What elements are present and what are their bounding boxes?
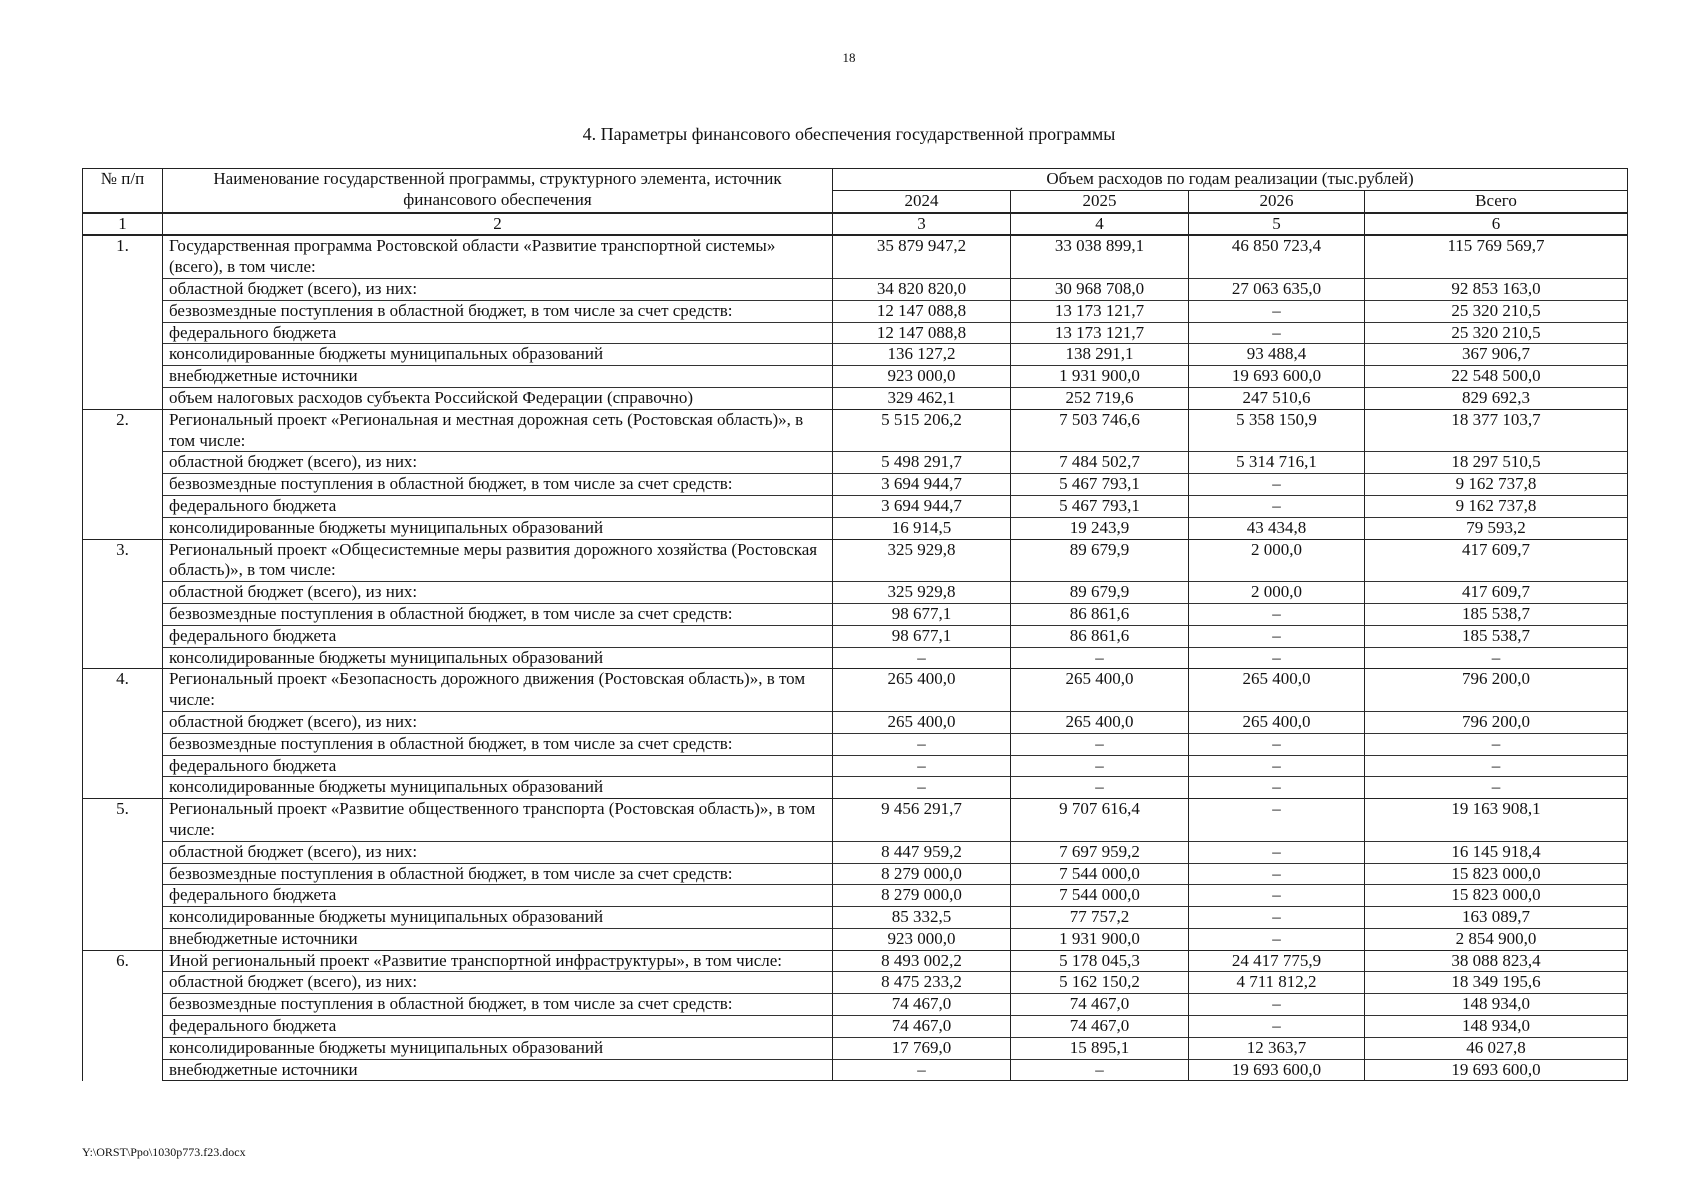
value-cell: 13 173 121,7 [1011, 300, 1189, 322]
row-name: федерального бюджета [163, 755, 833, 777]
row-number: 3. [83, 539, 163, 669]
row-name: безвозмездные поступления в областной бюджет, в том числе за счет средств: [163, 863, 833, 885]
value-cell: 27 063 635,0 [1189, 278, 1365, 300]
value-cell: – [1011, 647, 1189, 669]
value-cell: – [1189, 863, 1365, 885]
row-name: Иной региональный проект «Развитие транспортной инфраструктуры», в том числе: [163, 950, 833, 972]
value-cell: 74 467,0 [1011, 994, 1189, 1016]
value-cell: 5 498 291,7 [833, 452, 1011, 474]
value-cell: 138 291,1 [1011, 344, 1189, 366]
total-cell: 19 163 908,1 [1365, 799, 1628, 842]
table-row [83, 994, 1628, 1016]
value-cell: 5 162 150,2 [1011, 972, 1189, 994]
row-name: внебюджетные источники [163, 366, 833, 388]
total-cell: 92 853 163,0 [1365, 278, 1628, 300]
value-cell: 5 178 045,3 [1011, 950, 1189, 972]
value-cell: – [833, 755, 1011, 777]
total-cell: 796 200,0 [1365, 669, 1628, 712]
value-cell: 12 147 088,8 [833, 322, 1011, 344]
row-name: областной бюджет (всего), из них: [163, 972, 833, 994]
value-cell: – [1189, 733, 1365, 755]
value-cell: 15 895,1 [1011, 1037, 1189, 1059]
row-name: консолидированные бюджеты муниципальных образований [163, 777, 833, 799]
value-cell: 5 515 206,2 [833, 409, 1011, 452]
row-name: консолидированные бюджеты муниципальных образований [163, 907, 833, 929]
row-name: федерального бюджета [163, 495, 833, 517]
section-row [83, 539, 1628, 582]
value-cell: 923 000,0 [833, 366, 1011, 388]
table-row [83, 517, 1628, 539]
index-cell: 1 [83, 213, 163, 236]
value-cell: 265 400,0 [833, 711, 1011, 733]
value-cell: 19 693 600,0 [1189, 1059, 1365, 1081]
value-cell: 8 279 000,0 [833, 885, 1011, 907]
value-cell: 3 694 944,7 [833, 495, 1011, 517]
row-name: консолидированные бюджеты муниципальных образований [163, 517, 833, 539]
index-cell: 6 [1365, 213, 1628, 236]
table-row [83, 928, 1628, 950]
value-cell: 86 861,6 [1011, 625, 1189, 647]
value-cell: 89 679,9 [1011, 539, 1189, 582]
value-cell: 9 456 291,7 [833, 799, 1011, 842]
total-cell: 18 349 195,6 [1365, 972, 1628, 994]
value-cell: – [1189, 799, 1365, 842]
value-cell: 17 769,0 [833, 1037, 1011, 1059]
value-cell: – [1189, 928, 1365, 950]
page-number: 18 [842, 50, 856, 65]
value-cell: – [1011, 733, 1189, 755]
value-cell: 3 694 944,7 [833, 474, 1011, 496]
value-cell: 74 467,0 [833, 994, 1011, 1016]
table-body [83, 235, 1628, 1081]
total-cell: 148 934,0 [1365, 994, 1628, 1016]
total-cell: 46 027,8 [1365, 1037, 1628, 1059]
table-row [83, 452, 1628, 474]
value-cell: – [833, 1059, 1011, 1081]
index-cell: 5 [1189, 213, 1365, 236]
value-cell: 30 968 708,0 [1011, 278, 1189, 300]
header-number: № п/п [83, 169, 163, 213]
value-cell: 325 929,8 [833, 582, 1011, 604]
index-cell: 3 [833, 213, 1011, 236]
total-cell: 38 088 823,4 [1365, 950, 1628, 972]
value-cell: 12 147 088,8 [833, 300, 1011, 322]
table-row [83, 863, 1628, 885]
row-name: объем налоговых расходов субъекта Российской Федерации (справочно) [163, 387, 833, 409]
value-cell: 1 931 900,0 [1011, 928, 1189, 950]
value-cell: – [1189, 994, 1365, 1016]
table-row [83, 711, 1628, 733]
table-row [83, 885, 1628, 907]
row-name: консолидированные бюджеты муниципальных образований [163, 1037, 833, 1059]
value-cell: 2 000,0 [1189, 539, 1365, 582]
total-cell: – [1365, 733, 1628, 755]
row-name: Государственная программа Ростовской области «Развитие транспортной системы» (всего), в том числе: [163, 235, 833, 278]
section-row [83, 409, 1628, 452]
value-cell: 19 243,9 [1011, 517, 1189, 539]
total-cell: 15 823 000,0 [1365, 863, 1628, 885]
row-number: 1. [83, 235, 163, 409]
value-cell: 98 677,1 [833, 603, 1011, 625]
value-cell: – [1011, 1059, 1189, 1081]
value-cell: – [1189, 474, 1365, 496]
value-cell: 1 931 900,0 [1011, 366, 1189, 388]
value-cell: – [833, 647, 1011, 669]
financing-table [82, 168, 1628, 1081]
value-cell: 34 820 820,0 [833, 278, 1011, 300]
value-cell: 8 279 000,0 [833, 863, 1011, 885]
value-cell: 8 493 002,2 [833, 950, 1011, 972]
total-cell: 148 934,0 [1365, 1016, 1628, 1038]
table-row [83, 972, 1628, 994]
table-row [83, 647, 1628, 669]
table-row [83, 300, 1628, 322]
value-cell: 252 719,6 [1011, 387, 1189, 409]
row-name: внебюджетные источники [163, 928, 833, 950]
row-name: областной бюджет (всего), из них: [163, 841, 833, 863]
total-cell: 25 320 210,5 [1365, 300, 1628, 322]
value-cell: 265 400,0 [1011, 711, 1189, 733]
value-cell: 16 914,5 [833, 517, 1011, 539]
table-row [83, 841, 1628, 863]
value-cell: 12 363,7 [1189, 1037, 1365, 1059]
value-cell: 7 544 000,0 [1011, 863, 1189, 885]
value-cell: 13 173 121,7 [1011, 322, 1189, 344]
value-cell: 265 400,0 [1011, 669, 1189, 712]
total-cell: 16 145 918,4 [1365, 841, 1628, 863]
row-name: Региональный проект «Безопасность дорожного движения (Ростовская область)», в том числе: [163, 669, 833, 712]
total-cell: 115 769 569,7 [1365, 235, 1628, 278]
value-cell: 7 544 000,0 [1011, 885, 1189, 907]
value-cell: – [1189, 777, 1365, 799]
row-name: безвозмездные поступления в областной бюджет, в том числе за счет средств: [163, 474, 833, 496]
row-name: федерального бюджета [163, 625, 833, 647]
index-cell: 4 [1011, 213, 1189, 236]
row-name: областной бюджет (всего), из них: [163, 278, 833, 300]
header-year-2026: 2026 [1189, 190, 1365, 212]
value-cell: 19 693 600,0 [1189, 366, 1365, 388]
section-row [83, 669, 1628, 712]
row-name: областной бюджет (всего), из них: [163, 711, 833, 733]
row-number: 6. [83, 950, 163, 1081]
total-cell: 25 320 210,5 [1365, 322, 1628, 344]
total-cell: – [1365, 647, 1628, 669]
row-name: федерального бюджета [163, 885, 833, 907]
row-name: консолидированные бюджеты муниципальных образований [163, 647, 833, 669]
value-cell: 98 677,1 [833, 625, 1011, 647]
total-cell: 829 692,3 [1365, 387, 1628, 409]
value-cell: – [1189, 647, 1365, 669]
header-name: Наименование государственной программы, структурного элемента, источник финансового обеспечения [163, 169, 833, 213]
value-cell: 136 127,2 [833, 344, 1011, 366]
table-row [83, 625, 1628, 647]
value-cell: 9 707 616,4 [1011, 799, 1189, 842]
total-cell: 367 906,7 [1365, 344, 1628, 366]
value-cell: 5 358 150,9 [1189, 409, 1365, 452]
row-name: областной бюджет (всего), из них: [163, 582, 833, 604]
table-row [83, 344, 1628, 366]
total-cell: – [1365, 777, 1628, 799]
section-row [83, 799, 1628, 842]
value-cell: 325 929,8 [833, 539, 1011, 582]
value-cell: 43 434,8 [1189, 517, 1365, 539]
total-cell: 2 854 900,0 [1365, 928, 1628, 950]
total-cell: 185 538,7 [1365, 603, 1628, 625]
table-row [83, 387, 1628, 409]
value-cell: 7 484 502,7 [1011, 452, 1189, 474]
value-cell: 85 332,5 [833, 907, 1011, 929]
row-name: безвозмездные поступления в областной бюджет, в том числе за счет средств: [163, 733, 833, 755]
header-year-2025: 2025 [1011, 190, 1189, 212]
value-cell: – [1189, 625, 1365, 647]
value-cell: 329 462,1 [833, 387, 1011, 409]
value-cell: 24 417 775,9 [1189, 950, 1365, 972]
table-row [83, 322, 1628, 344]
total-cell: 79 593,2 [1365, 517, 1628, 539]
table-row [83, 603, 1628, 625]
table-row [83, 1059, 1628, 1081]
total-cell: 22 548 500,0 [1365, 366, 1628, 388]
table-row [83, 366, 1628, 388]
value-cell: 265 400,0 [833, 669, 1011, 712]
value-cell: – [1189, 495, 1365, 517]
value-cell: 7 697 959,2 [1011, 841, 1189, 863]
value-cell: – [1189, 1016, 1365, 1038]
value-cell: 265 400,0 [1189, 669, 1365, 712]
total-cell: 417 609,7 [1365, 539, 1628, 582]
header-total: Всего [1365, 190, 1628, 212]
value-cell: – [1189, 907, 1365, 929]
value-cell: – [833, 733, 1011, 755]
value-cell: – [1189, 322, 1365, 344]
index-cell: 2 [163, 213, 833, 236]
value-cell: 7 503 746,6 [1011, 409, 1189, 452]
total-cell: 163 089,7 [1365, 907, 1628, 929]
file-path-footer: Y:\ORST\Ppo\1030p773.f23.docx [82, 1145, 246, 1159]
page-title: 4. Параметры финансового обеспечения государственной программы [582, 124, 1116, 144]
value-cell: – [833, 777, 1011, 799]
row-name: Региональный проект «Развитие общественного транспорта (Ростовская область)», в том числе: [163, 799, 833, 842]
row-name: безвозмездные поступления в областной бюджет, в том числе за счет средств: [163, 603, 833, 625]
section-row [83, 950, 1628, 972]
value-cell: 923 000,0 [833, 928, 1011, 950]
row-name: федерального бюджета [163, 322, 833, 344]
value-cell: 8 447 959,2 [833, 841, 1011, 863]
header-year-2024: 2024 [833, 190, 1011, 212]
total-cell: 9 162 737,8 [1365, 474, 1628, 496]
row-name: Региональный проект «Общесистемные меры развития дорожного хозяйства (Ростовская область)», в том числе: [163, 539, 833, 582]
value-cell: 74 467,0 [1011, 1016, 1189, 1038]
value-cell: – [1189, 300, 1365, 322]
row-name: федерального бюджета [163, 1016, 833, 1038]
table-row [83, 495, 1628, 517]
row-name: внебюджетные источники [163, 1059, 833, 1081]
value-cell: – [1011, 777, 1189, 799]
value-cell: 77 757,2 [1011, 907, 1189, 929]
table-row [83, 777, 1628, 799]
value-cell: – [1189, 603, 1365, 625]
value-cell: 4 711 812,2 [1189, 972, 1365, 994]
value-cell: 93 488,4 [1189, 344, 1365, 366]
total-cell: 15 823 000,0 [1365, 885, 1628, 907]
row-name: Региональный проект «Региональная и местная дорожная сеть (Ростовская область)», в том числе: [163, 409, 833, 452]
section-row [83, 235, 1628, 278]
value-cell: – [1189, 755, 1365, 777]
row-name: безвозмездные поступления в областной бюджет, в том числе за счет средств: [163, 994, 833, 1016]
value-cell: 5 314 716,1 [1189, 452, 1365, 474]
value-cell: 247 510,6 [1189, 387, 1365, 409]
value-cell: 265 400,0 [1189, 711, 1365, 733]
header-expense-group: Объем расходов по годам реализации (тыс.рублей) [833, 169, 1628, 191]
table-row [83, 907, 1628, 929]
value-cell: – [1189, 841, 1365, 863]
row-name: безвозмездные поступления в областной бюджет, в том числе за счет средств: [163, 300, 833, 322]
total-cell: 18 297 510,5 [1365, 452, 1628, 474]
table-row [83, 1016, 1628, 1038]
value-cell: 8 475 233,2 [833, 972, 1011, 994]
row-number: 2. [83, 409, 163, 539]
table-row [83, 582, 1628, 604]
value-cell: 5 467 793,1 [1011, 495, 1189, 517]
row-name: консолидированные бюджеты муниципальных образований [163, 344, 833, 366]
row-name: областной бюджет (всего), из них: [163, 452, 833, 474]
value-cell: – [1189, 885, 1365, 907]
total-cell: – [1365, 755, 1628, 777]
value-cell: 89 679,9 [1011, 582, 1189, 604]
table-row [83, 474, 1628, 496]
total-cell: 9 162 737,8 [1365, 495, 1628, 517]
value-cell: 33 038 899,1 [1011, 235, 1189, 278]
total-cell: 19 693 600,0 [1365, 1059, 1628, 1081]
total-cell: 185 538,7 [1365, 625, 1628, 647]
table-row [83, 755, 1628, 777]
table-row [83, 1037, 1628, 1059]
row-number: 5. [83, 799, 163, 951]
total-cell: 18 377 103,7 [1365, 409, 1628, 452]
total-cell: 796 200,0 [1365, 711, 1628, 733]
value-cell: 74 467,0 [833, 1016, 1011, 1038]
total-cell: 417 609,7 [1365, 582, 1628, 604]
value-cell: 5 467 793,1 [1011, 474, 1189, 496]
table-row [83, 733, 1628, 755]
value-cell: – [1011, 755, 1189, 777]
value-cell: 2 000,0 [1189, 582, 1365, 604]
value-cell: 46 850 723,4 [1189, 235, 1365, 278]
value-cell: 35 879 947,2 [833, 235, 1011, 278]
row-number: 4. [83, 669, 163, 799]
table-row [83, 278, 1628, 300]
value-cell: 86 861,6 [1011, 603, 1189, 625]
